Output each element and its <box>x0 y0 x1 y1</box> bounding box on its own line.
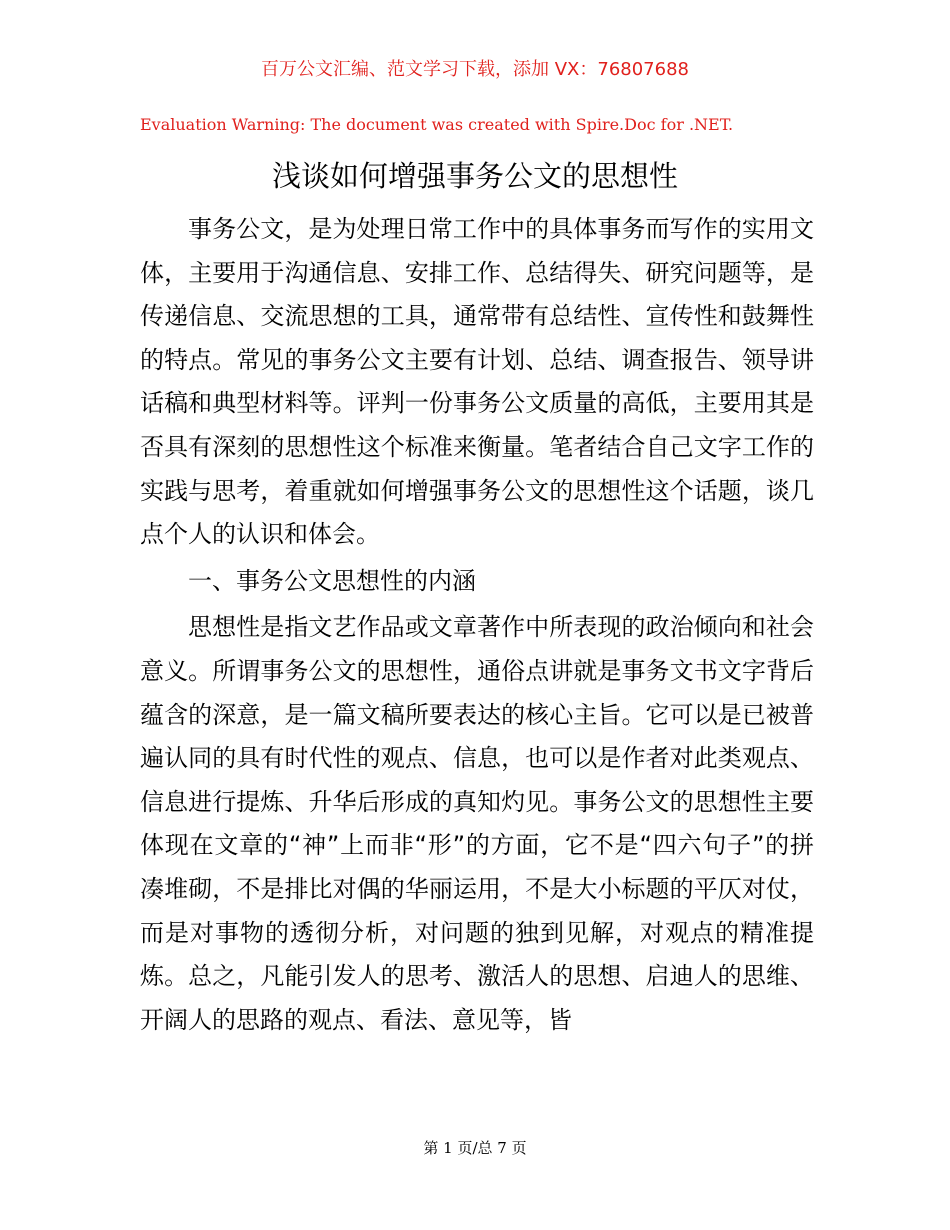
ad-header-text: 百万公文汇编、范文学习下载，添加 VX：76807688 <box>261 59 689 80</box>
document-body <box>140 208 814 1042</box>
document-title: 浅谈如何增强事务公文的思想性 <box>271 159 678 193</box>
page-number-footer: 第 1 页/总 7 页 <box>423 1139 527 1157</box>
paragraph-intro: 事务公文，是为处理日常工作中的具体事务而写作的实用文体，主要用于沟通信息、安排工作、总结得失、研究问题等，是传递信息、交流思想的工具，通常带有总结性、宣传性和鼓舞性的特点。常见的事务公文主要有计划、总结、调查报告、领导讲话稿和典型材料等。评判一份事务公文质量的高低，主要用其是否具有深刻的思想性这个标准来衡量。笔者结合自己文字工作的实践与思考，着重就如何增强事务公文的思想性这个话题，谈几点个人的认识和体会。 <box>140 215 814 549</box>
evaluation-warning: Evaluation Warning: The document was created with Spire.Doc for .NET. <box>140 115 734 134</box>
section-heading: 一、事务公文思想性的内涵 <box>188 566 476 595</box>
paragraph-section-1: 思想性是指文艺作品或文章著作中所表现的政治倾向和社会意义。所谓事务公文的思想性，通俗点讲就是事务文书文字背后蕴含的深意，是一篇文稿所要表达的核心主旨。它可以是已被普遍认同的具有时代性的观点、信息，也可以是作者对此类观点、信息进行提炼、升华后形成的真知灼见。事务公文的思想性主要体现在文章的“神”上而非“形”的方面，它不是“四六句子”的拼凑堆砌，不是排比对偶的华丽运用，不是大小标题的平仄对仗，而是对事物的透彻分析，对问题的独到见解，对观点的精准提炼。总之，凡能引发人的思考、激活人的思想、启迪人的思维、开阔人的思路的观点、看法、意见等，皆 <box>140 613 814 1034</box>
